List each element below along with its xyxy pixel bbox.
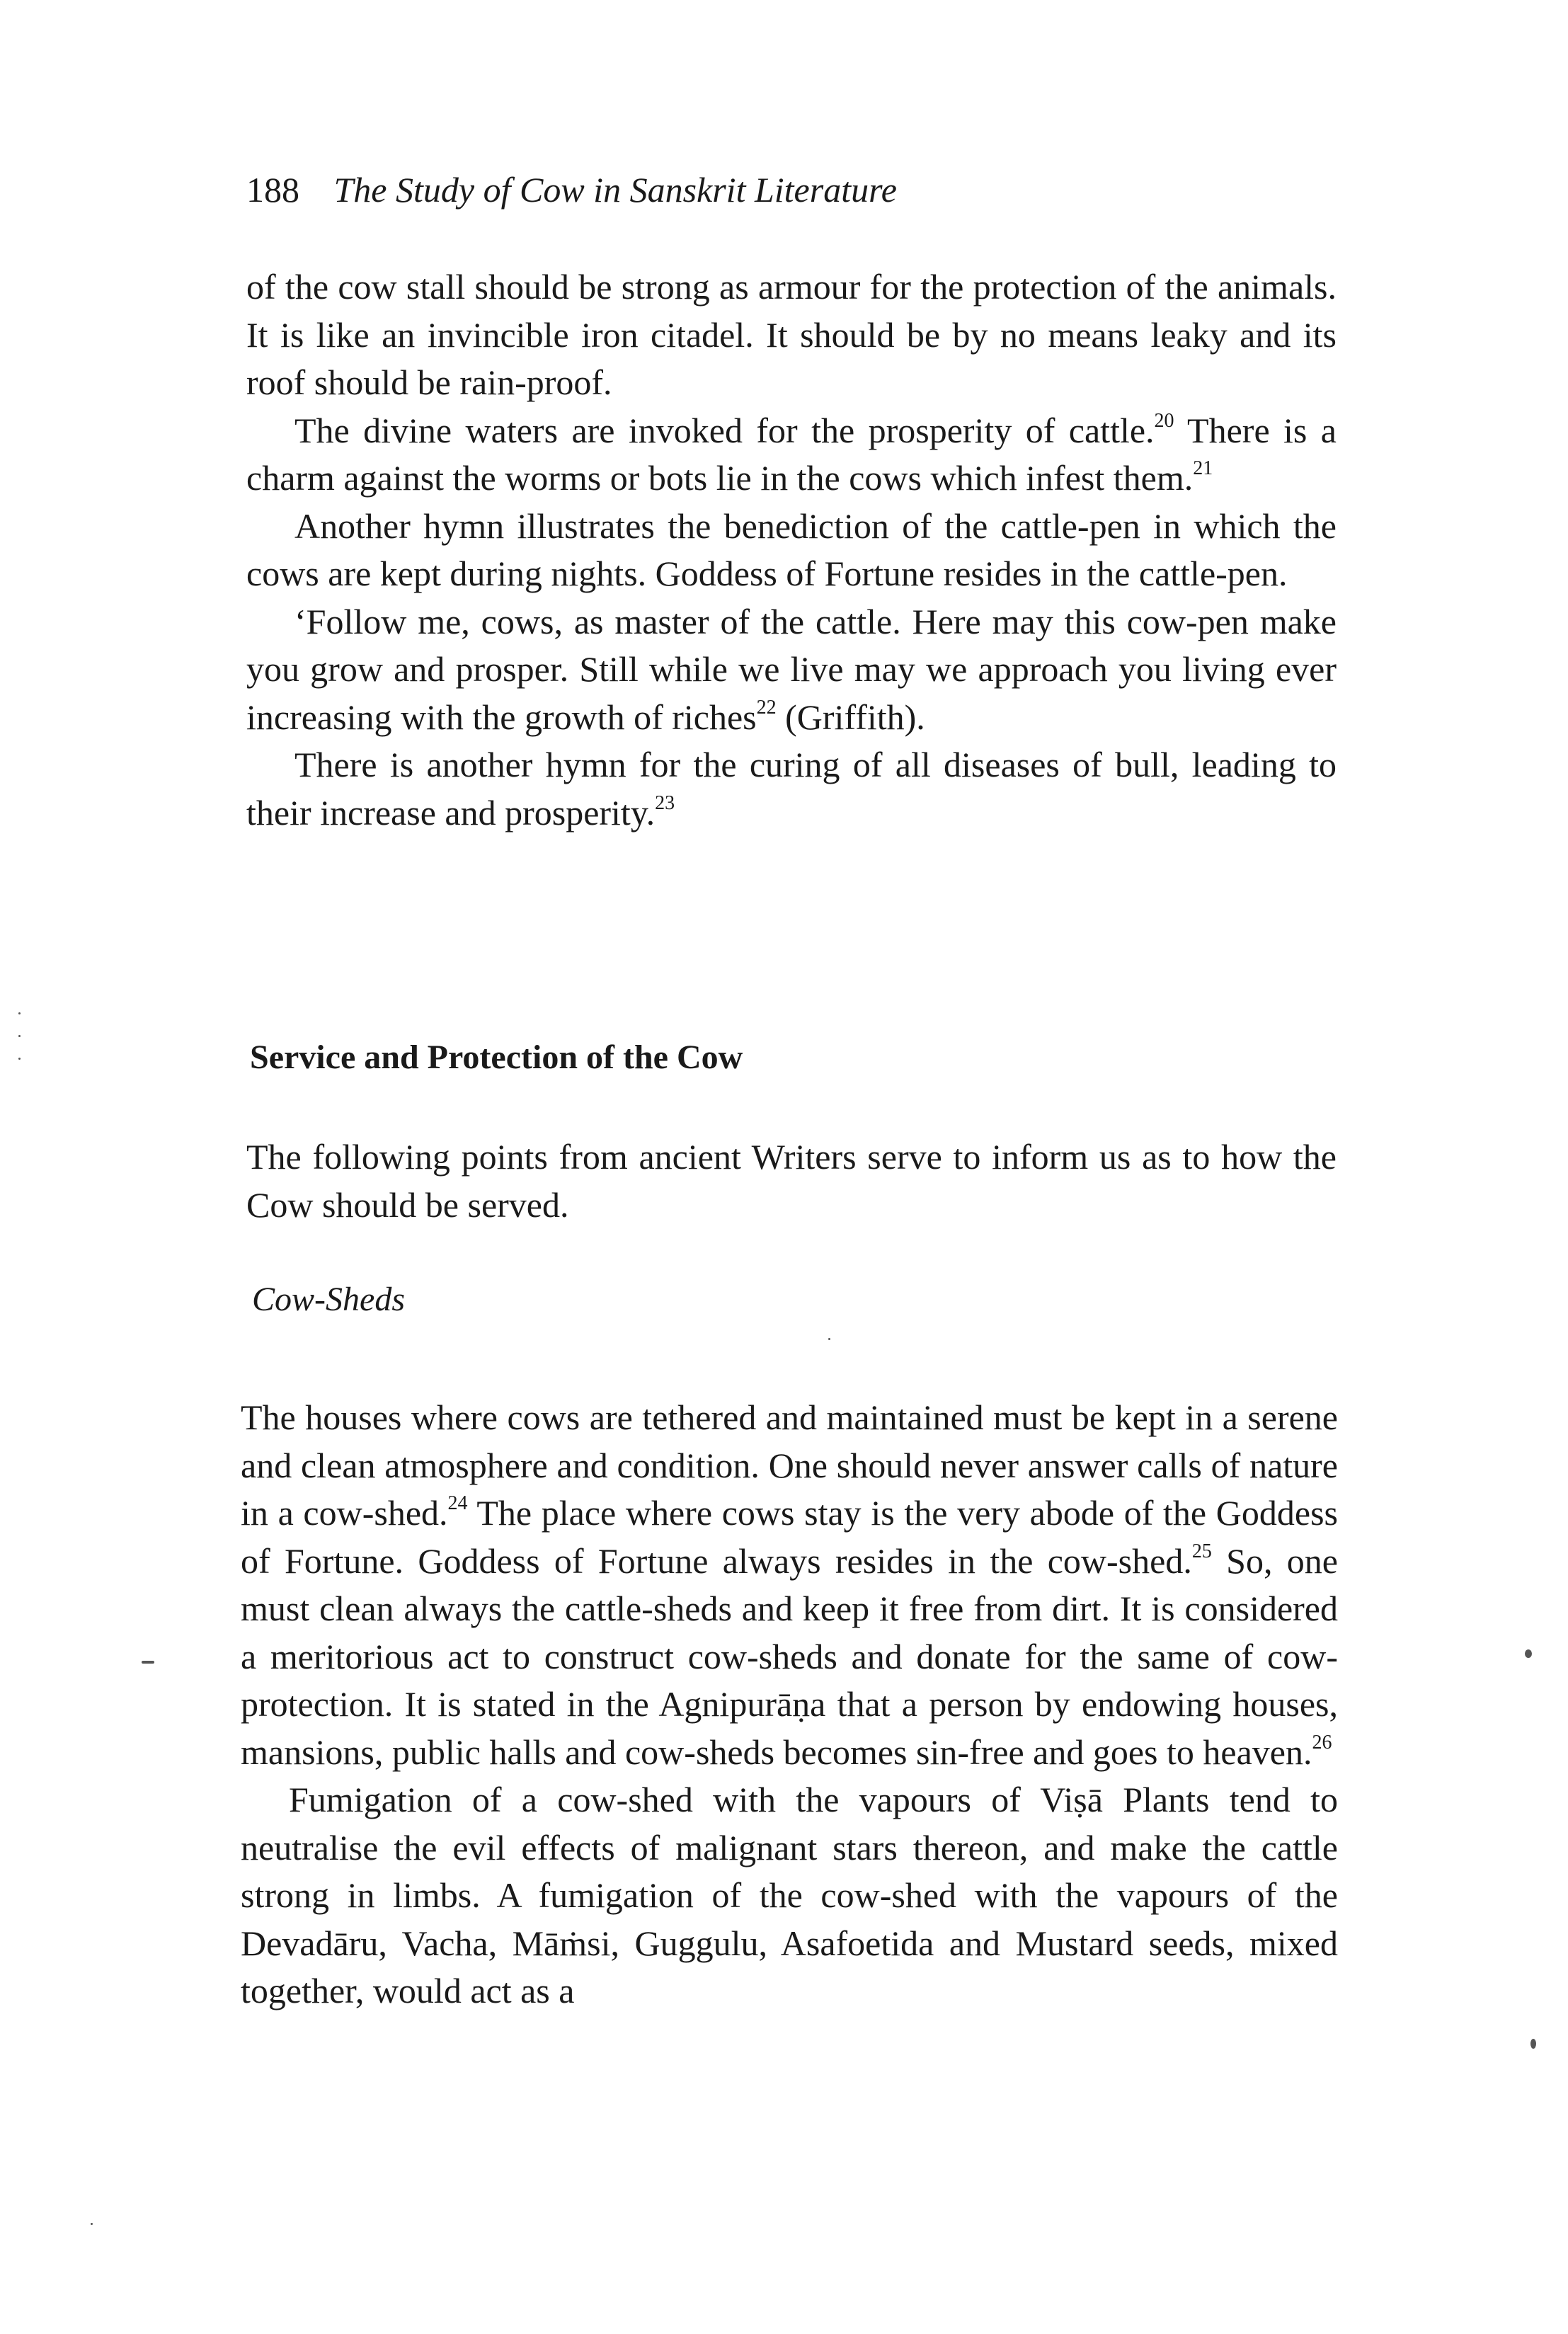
paragraph-text: The place where cows stay is the very abode of the Goddess of Fortune. Goddess of Fortune always resides in the cow-shed. — [241, 1493, 1339, 1581]
footnote-ref: 26 — [1312, 1731, 1332, 1754]
scan-speck — [18, 1035, 21, 1037]
footnote-ref: 21 — [1193, 457, 1213, 480]
footnote-ref: 20 — [1154, 409, 1174, 432]
paragraph-houses — [241, 1394, 1338, 1776]
scan-speck — [828, 1338, 830, 1340]
book-title: The Study of Cow in Sanskrit Literature — [333, 170, 897, 210]
scan-speck — [1525, 1649, 1532, 1658]
section-cow-sheds — [241, 1394, 1338, 2015]
section-subheading: Cow-Sheds — [252, 1281, 405, 1318]
paragraph-text: ‘Follow me, cows, as master of the cattle. Here may this cow-pen make you grow and prosper. Still while we live may we approach you living ever increasing with the growth of riches — [246, 601, 1337, 737]
section-heading: Service and Protection of the Cow — [250, 1039, 743, 1076]
paragraph-divine-waters — [246, 407, 1337, 503]
footnote-ref: 22 — [756, 696, 777, 719]
paragraph-quote-griffith — [246, 598, 1337, 742]
paragraph-text: The divine waters are invoked for the prosperity of cattle. — [294, 410, 1155, 450]
paragraph-text: There is a charm against the worms or bots lie in the cows which infest them. — [246, 410, 1337, 498]
scan-speck — [18, 1058, 21, 1060]
running-head — [246, 168, 897, 211]
section-cattle-pen — [246, 263, 1337, 837]
scan-speck — [91, 2223, 93, 2225]
footnote-ref: 25 — [1191, 1540, 1212, 1562]
paragraph-text: So, one must clean always the cattle-sheds and keep it free from dirt. It is considered a meritorious act to construct cow-sheds and donate for the same of cow-protection. It is stated in the Agnipurāṇa that a person by endowing houses, mansions, public halls and cow-sheds becomes sin-free and goes to heaven. — [241, 1540, 1339, 1772]
paragraph-text: There is another hymn for the curing of all diseases of bull, leading to their increase and prosperity. — [246, 745, 1337, 833]
page-number: 188 — [246, 170, 299, 210]
scan-speck — [1530, 2039, 1536, 2049]
paragraph-bull-diseases — [246, 741, 1337, 837]
paragraph-text: The houses where cows are tethered and maintained must be kept in a serene and clean atmosphere and condition. One should never answer calls of nature in a cow-shed. — [241, 1397, 1338, 1533]
footnote-ref: 24 — [447, 1492, 468, 1515]
paragraph-benediction: Another hymn illustrates the benediction of the cattle-pen in which the cows are kept during nights. Goddess of Fortune resides in the cattle-pen. — [246, 505, 1337, 593]
paragraph-text: (Griffith). — [776, 697, 925, 737]
paragraph-ancient-writers: The following points from ancient Writers serve to inform us as to how the Cow should be served. — [246, 1137, 1337, 1225]
paragraph-cow-stall: of the cow stall should be strong as armour for the protection of the animals. It is like an invincible iron citadel. It should be by no means leaky and its roof should be rain-proof. — [246, 267, 1337, 402]
footnote-ref: 23 — [655, 791, 675, 814]
section-service — [246, 1133, 1337, 1229]
scan-speck — [18, 1012, 21, 1014]
scan-speck — [142, 1661, 154, 1664]
paragraph-fumigation: Fumigation of a cow-shed with the vapours of Viṣā Plants tend to neutralise the evil effects of malignant stars thereon, and make the cattle strong in limbs. A fumigation of the cow-shed with the vapours of the Devadāru, Vacha, Māṁsi, Guggulu, Asafoetida and Mustard seeds, mixed together, would act as a — [241, 1780, 1338, 2010]
